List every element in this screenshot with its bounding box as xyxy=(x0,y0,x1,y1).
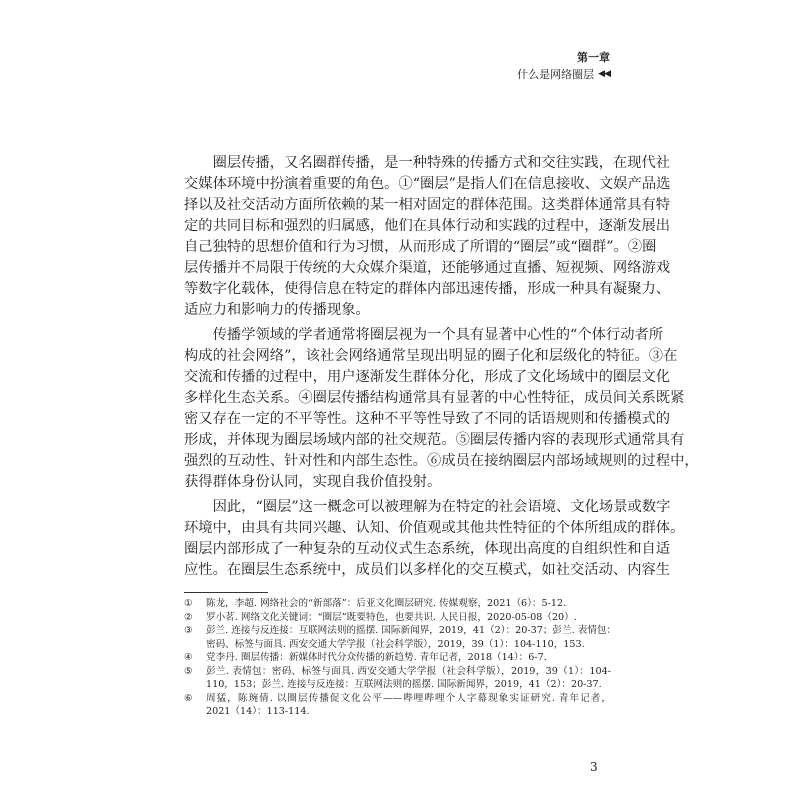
text-line: 获得群体身份认同，实现自我价值投射。 xyxy=(184,474,442,490)
footnote-text: 彭兰. 连接与反连接：互联网法则的摇摆. 国际新闻界，2019，41（2）：20-37；彭兰. 表情包： xyxy=(206,625,617,636)
text-line: 定的共同目标和强烈的归属感，他们在具体行动和实践的过程中，逐渐发展出 xyxy=(184,218,671,234)
running-header xyxy=(517,66,610,82)
text-line: 圈层传播，又名圈群传播，是一种特殊的传播方式和交往实践，在现代社 xyxy=(184,155,671,171)
footnote-text: 密码、标签与面具. 西安交通大学学报（社会科学版），2019，39（1）：104-110，153. xyxy=(206,638,585,650)
text-line: 强烈的互动性、针对性和内部生态性。⑥成员在接纳圈层内部场域规则的过程中， xyxy=(184,453,699,469)
footnote-marker: ① xyxy=(184,598,193,609)
footnote xyxy=(184,611,611,625)
footnote-marker: ② xyxy=(184,611,193,623)
footnote xyxy=(184,624,617,651)
paragraph xyxy=(184,153,671,321)
text-line: 多样化生态关系。④圈层传播结构通常具有显著的中心性特征，成员间关系既紧 xyxy=(184,390,685,406)
text-line: 密又存在一定的不平等性。这种不平等性导致了不同的话语规则和传播模式的 xyxy=(184,411,671,427)
footnote-marker: ⑤ xyxy=(184,665,193,677)
double-arrow-left-icon: ◀◀ xyxy=(598,69,610,79)
text-line: 构成的社会网络”，该社会网络通常呈现出明显的圈子化和层级化的特征。③在 xyxy=(184,348,678,364)
footnote-marker: ⑥ xyxy=(184,692,193,704)
text-line: 圈层内部形成了一种复杂的互动仪式生态系统，体现出高度的自组织性和自适 xyxy=(184,541,671,557)
footnote-text: 110，153；彭兰. 连接与反连接：互联网法则的摇摆. 国际新闻界，2019，41（2）：20-37. xyxy=(206,679,602,690)
footnote xyxy=(184,597,611,611)
page-number: 3 xyxy=(590,760,598,774)
text-line: 形成，并体现为圈层场域内部的社交规范。⑤圈层传播内容的表现形式通常具有 xyxy=(184,432,685,448)
text-line: 因此，“圈层”这一概念可以被理解为在特定的社会语境、文化场景或数字 xyxy=(184,499,671,515)
chapter-label: 第一章 xyxy=(577,51,610,64)
footnote xyxy=(184,651,611,665)
footnote-marker: ③ xyxy=(184,625,193,636)
footnote-text: 党李丹. 圈层传播：新媒体时代分众传播的新趋势. 青年记者，2018（14）：6-7. xyxy=(206,652,547,663)
footnote-text: 陈龙，李超. 网络社会的“新部落”：后亚文化圈层研究. 传媒观察，2021（6）：5-12. xyxy=(206,598,567,609)
text-line: 等数字化载体，使得信息在特定的群体内部迅速传播，形成一种具有凝聚力、 xyxy=(184,281,671,297)
text-line: 自己独特的思想价值和行为习惯，从而形成了所谓的“圈层”或“圈群”。②圈 xyxy=(184,239,657,255)
footnote-text: 罗小茗. 网络文化关键词：“圈层”既要特色，也要共识. 人民日报，2020-05-08（20）. xyxy=(206,611,577,623)
chapter-title: 什么是网络圈层 xyxy=(517,68,595,81)
text-line: 交媒体环境中扮演着重要的角色。①“圈层”是指人们在信息接收、文娱产品选 xyxy=(184,176,671,192)
text-line: 传播学领域的学者通常将圈层视为一个具有显著中心性的“个体行动者所 xyxy=(184,327,664,343)
footnote xyxy=(184,665,611,692)
text-line: 环境中，由具有共同兴趣、认知、价值观或其他共性特征的个体所组成的群体。 xyxy=(184,520,685,536)
footnote xyxy=(184,692,611,719)
text-line: 层传播并不局限于传统的大众媒介渠道，还能够通过直播、短视频、网络游戏 xyxy=(184,260,671,276)
text-line: 适应力和影响力的传播现象。 xyxy=(184,302,370,318)
text-line: 择以及社交活动方面所依赖的某一相对固定的群体范围。这类群体通常具有特 xyxy=(184,197,671,213)
footnote-divider xyxy=(184,592,268,593)
footnote-text: 2021（14）：113-114. xyxy=(206,706,310,717)
footnote-text: 彭兰. 表情包：密码、标签与面具. 西安交通大学学报（社会科学版），2019，39（1）：104- xyxy=(206,665,611,677)
paragraph xyxy=(184,325,699,493)
footnotes xyxy=(184,597,617,719)
text-line: 交流和传播的过程中，用户逐渐发生群体分化，形成了文化场域中的圈层文化 xyxy=(184,369,671,385)
footnote-text: 周猛，陈琬倩. 以圈层传播促文化公平——哔哩哔哩个人字幕现象实证研究. 青年记者， xyxy=(206,692,611,704)
paragraph xyxy=(184,497,685,581)
body-text xyxy=(184,153,699,581)
text-line: 应性。在圈层生态系统中，成员们以多样化的交互模式，如社交活动、内容生 xyxy=(184,562,671,578)
footnote-marker: ④ xyxy=(184,652,193,663)
